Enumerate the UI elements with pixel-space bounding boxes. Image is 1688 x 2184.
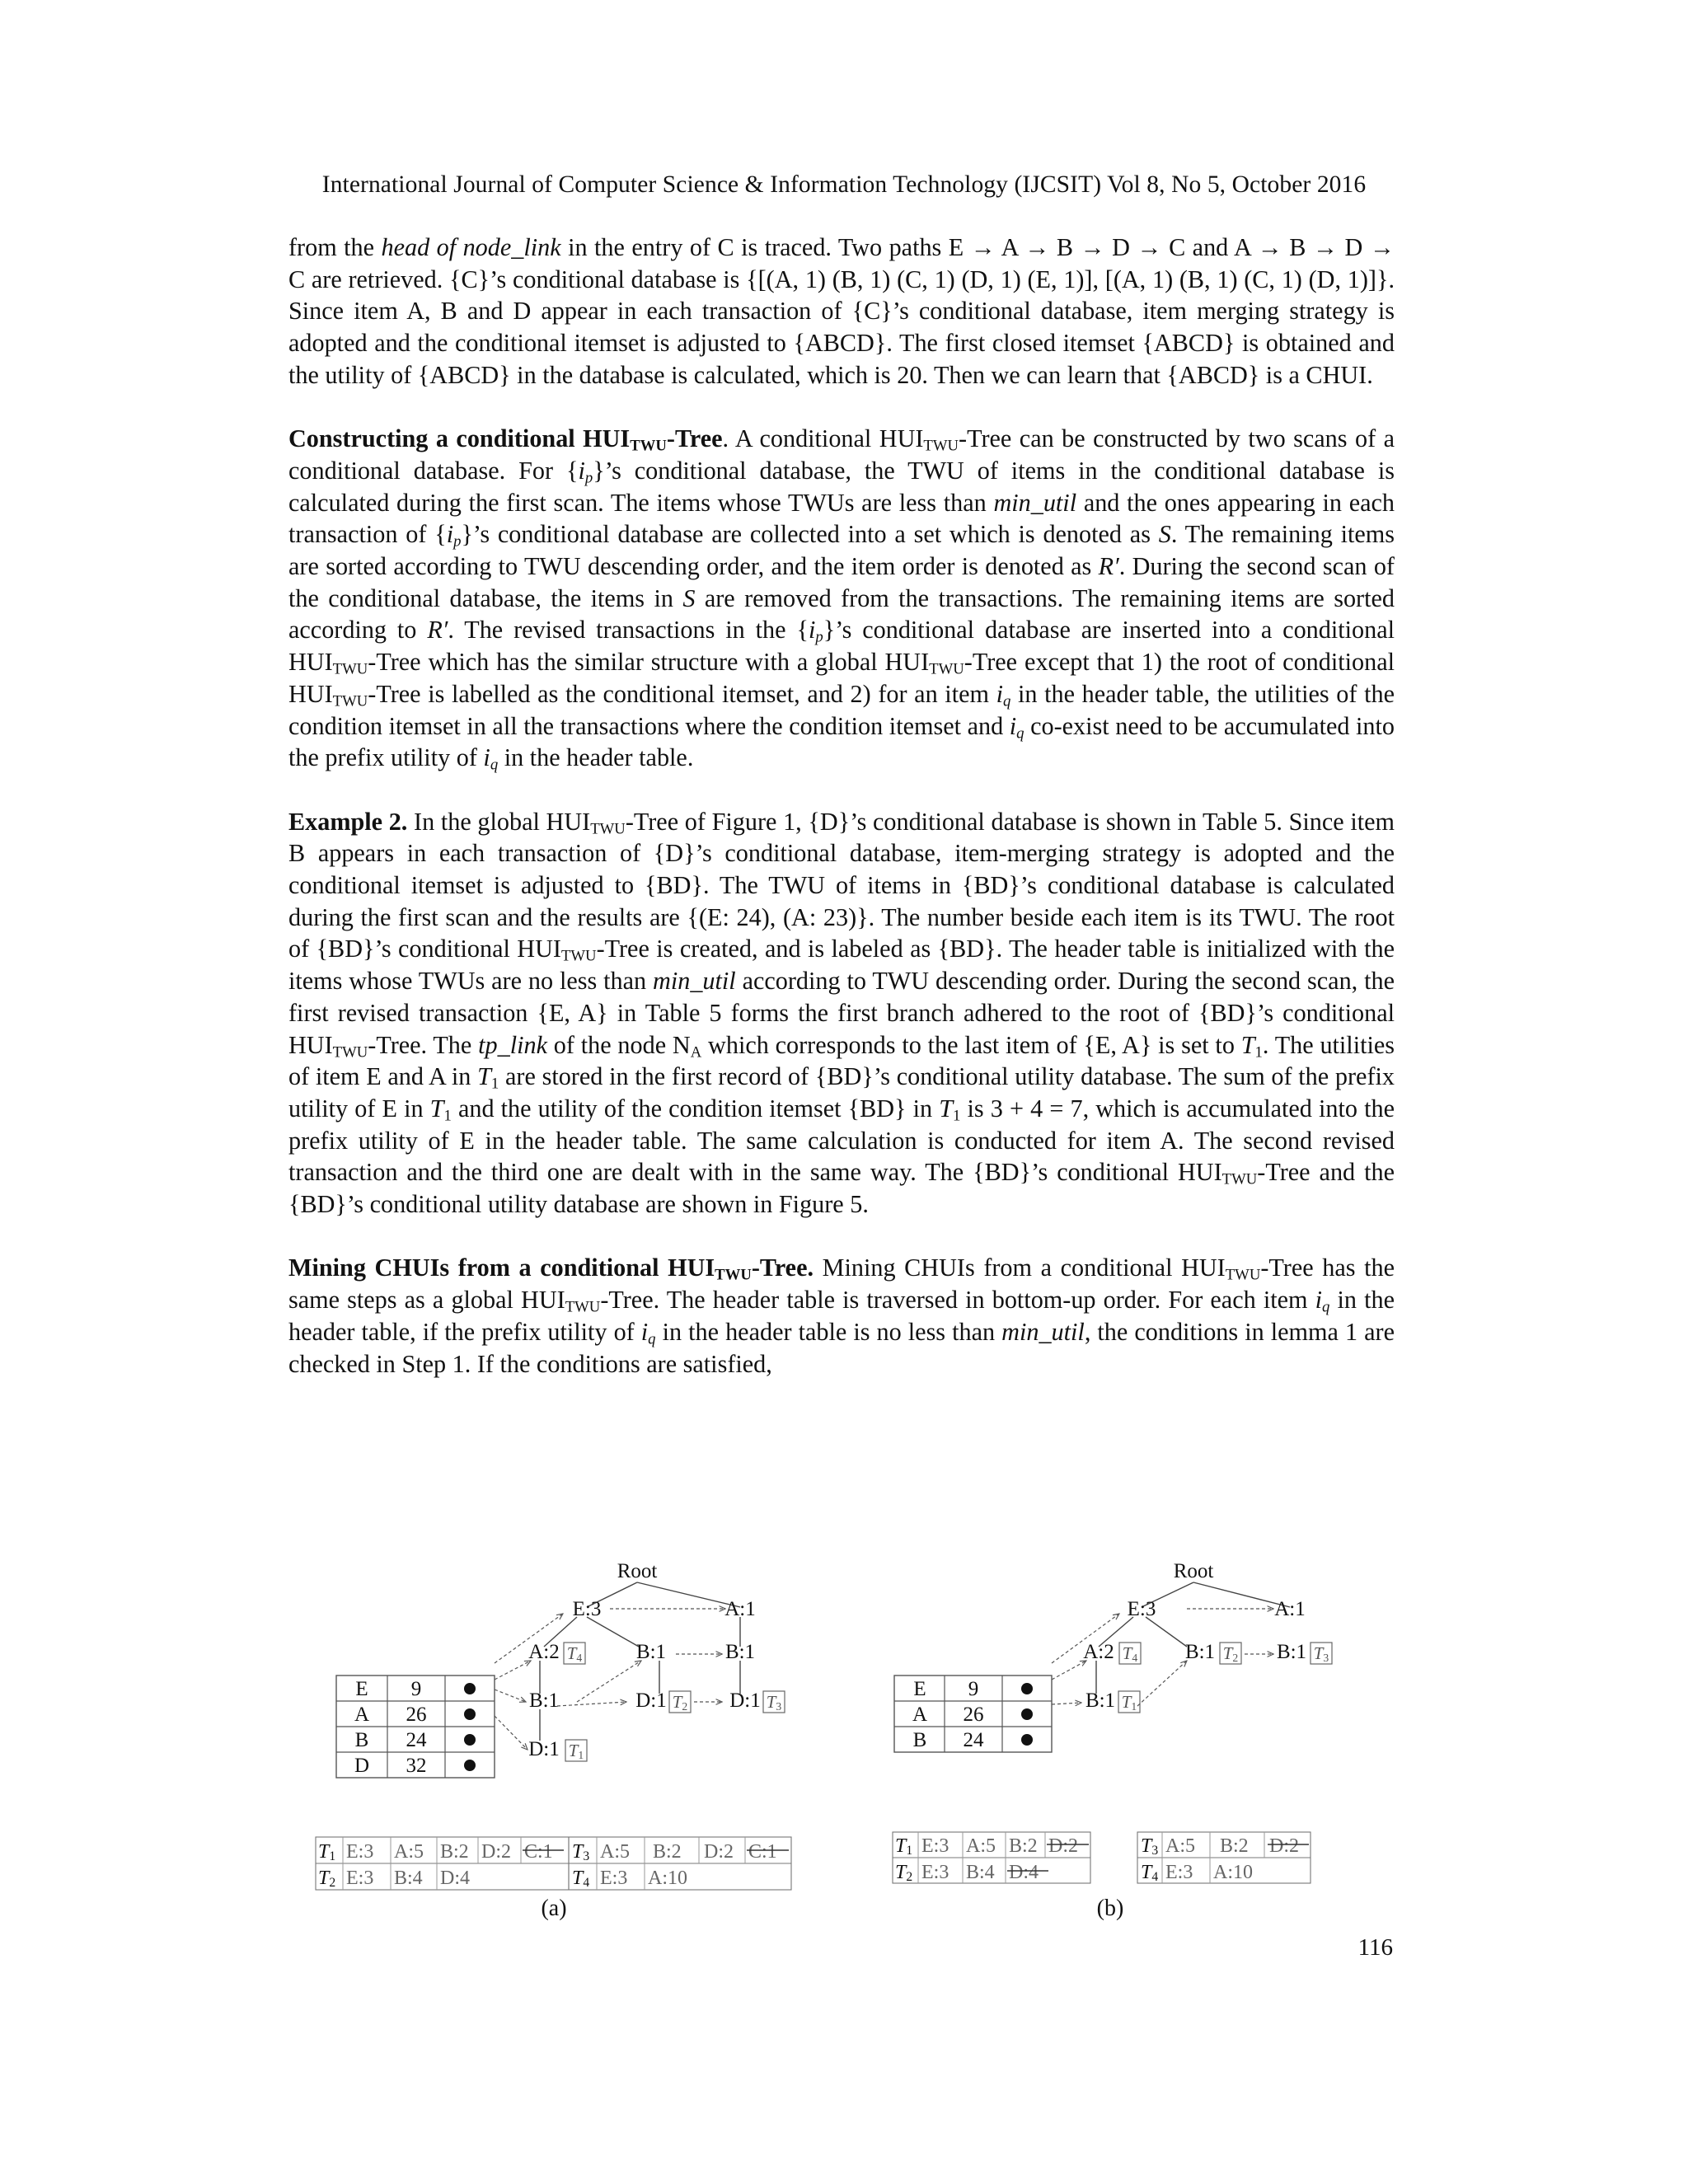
tag-t1-a: T1 [568,1741,584,1761]
paragraph-mining-chuis: Mining CHUIs from a conditional $HUI_{TWU}$-Tree. Mining CHUIs from a conditional $HUI_{TWU}$-Tree has the same steps as a global $HUI_{TWU}$-Tree. The header table is traversed in bottom-up order. For each item $i_q$ in the header table, if the prefix utility of $i_q$ in the header table is no less than min_util, the conditions in lemma 1 are checked in Step 1. If the conditions are satisfied, [288,1254,1395,1378]
rec-b-t2: T2 [895,1862,913,1884]
rec-a-cell-struck: C:1 [748,1841,777,1863]
node-a1-b: A:1 [1274,1598,1306,1620]
panel-a [316,1560,791,1921]
root-label-b: Root [1173,1560,1214,1582]
node-d1-a2: D:1 [729,1690,761,1712]
node-b1-a1: B:1 [635,1641,667,1663]
node-b1-a3: B:1 [528,1690,560,1712]
node-e3-b: E:3 [1127,1598,1156,1620]
rec-b-cell: E:3 [1165,1862,1193,1883]
node-b1-b3: B:1 [1085,1690,1116,1712]
ht-a-item-d: D [354,1755,370,1777]
ht-b-twu-a: 26 [963,1704,984,1726]
rec-b-cell: A:5 [1165,1835,1195,1857]
tag-t3-b: T3 [1313,1643,1329,1664]
node-d1-a1: D:1 [635,1690,667,1712]
rec-a-t4: T4 [572,1868,590,1890]
rec-a-cell: B:2 [653,1841,682,1863]
rec-b-cell-struck: D:4 [1009,1862,1039,1883]
rec-a-cell-struck: C:1 [524,1841,553,1863]
rec-a-cell: E:3 [346,1868,374,1889]
ht-b-item-e: E [913,1678,926,1700]
paragraph-1: from the head of node_link in the entry of C is traced. Two paths E → A → B → D → C and A → B → D → C are retrieved. {C}’s conditional database is {[(A, 1) (B, 1) (C, 1) (D, 1) (E, 1)], [(A, 1) (B, 1) (C, 1) (D, 1)]}. Since item A, B and D appear in each transaction of {C}’s conditional database, item merging strategy is adopted and the conditional itemset is adjusted to {ABCD}. The first closed itemset {ABCD} is obtained and the utility of {ABCD} in the database is calculated, which is 20. Then we can learn that {ABCD} is a CHUI. [288,233,1395,389]
rec-a-cell: D:4 [440,1868,470,1889]
utility-records-a [316,1837,791,1890]
tag-t2-a: T2 [672,1692,688,1713]
tag-t4-b: T4 [1122,1643,1138,1664]
figure-5 [0,1558,1688,1929]
running-header: International Journal of Computer Science & Information Technology (IJCSIT) Vol 8, No 5, October 2016 [321,171,1367,198]
rec-b-cell: E:3 [921,1862,950,1883]
rec-a-cell: B:4 [394,1868,423,1889]
ht-a-twu-a: 26 [406,1704,427,1726]
rec-a-cell: E:3 [346,1841,374,1863]
rec-b-cell: A:5 [966,1835,996,1857]
node-b1-b1: B:1 [1184,1641,1216,1663]
tag-t2-b: T2 [1222,1643,1239,1664]
node-d1-a3: D:1 [528,1738,560,1760]
tag-t1-b: T1 [1121,1692,1137,1713]
rec-a-cell: A:5 [600,1841,630,1863]
paragraph-constructing-tree: Constructing a conditional $HUI_{TWU}$-Tree. A conditional $HUI_{TWU}$-Tree can be constructed by two scans of a conditional database. For $\{i_p\}’s$ conditional database, the TWU of items in the conditional database is calculated during the first scan. The items whose TWUs are less than min_util and the ones appearing in each transaction of $\{i_p\}’s$ conditional database are collected into a set which is denoted as S. The remaining items are sorted according to TWU descending order, and the item order is denoted as R′. During the second scan of the conditional database, the items in S are removed from the transactions. The remaining items are sorted according to R′. The revised transactions in the $\{i_p\}’s$ conditional database are inserted into a conditional $HUI_{TWU}$-Tree which has the similar structure with a global $HUI_{TWU}$-Tree except that 1) the root of conditional $HUI_{TWU}$-Tree is labelled as the conditional itemset, and 2) for an item $i_q$ in the header table, the utilities of the condition itemset in all the transactions where the condition itemset and $i_q$ co-exist need to be accumulated into the prefix utility of $i_q$ in the header table. [288,424,1395,774]
rec-b-cell: E:3 [921,1835,950,1857]
ht-b-item-a: A [912,1704,928,1726]
ht-b-twu-e: 9 [968,1678,979,1700]
panel-b [893,1560,1332,1921]
node-b1-b2: B:1 [1276,1641,1307,1663]
page-number: 116 [1357,1934,1393,1961]
rec-a-cell: B:2 [440,1841,469,1863]
rec-b-t1: T1 [895,1835,913,1858]
rec-a-cell: D:2 [704,1841,734,1863]
ht-b-item-b: B [912,1729,927,1751]
rec-a-cell: D:2 [481,1841,511,1863]
rec-a-cell: A:10 [648,1868,687,1889]
ht-a-item-b: B [354,1729,369,1751]
node-e3-a: E:3 [572,1598,602,1620]
tag-t4-a: T4 [566,1643,583,1664]
rec-b-cell: A:10 [1213,1862,1253,1883]
tree-edges-b [1096,1582,1290,1694]
node-a2-a: A:2 [528,1641,560,1663]
node-a2-b: A:2 [1083,1641,1114,1663]
utility-records-b [893,1832,1311,1884]
rec-b-cell-struck: D:2 [1269,1835,1299,1857]
rec-a-t1: T1 [318,1841,336,1863]
rec-a-t2: T2 [318,1868,336,1890]
rec-b-cell: B:2 [1220,1835,1249,1857]
ht-a-twu-b: 24 [406,1729,427,1751]
ht-b-twu-b: 24 [963,1729,984,1751]
node-a1-a: A:1 [724,1598,756,1620]
figure-5-svg [0,1558,1688,1929]
rec-b-t3: T3 [1141,1835,1159,1858]
ht-a-twu-d: 32 [406,1755,427,1777]
root-label-a: Root [617,1560,658,1582]
rec-b-cell: B:4 [966,1862,995,1883]
rec-b-t4: T4 [1141,1862,1159,1884]
node-b1-a2: B:1 [724,1641,756,1663]
ht-a-item-a: A [354,1704,370,1726]
rec-a-cell: E:3 [600,1868,628,1889]
rec-b-cell: B:2 [1009,1835,1038,1857]
caption-a: (a) [541,1896,567,1921]
rec-a-cell: A:5 [394,1841,424,1863]
header-table-b [894,1675,1052,1752]
rec-a-t3: T3 [572,1841,590,1863]
ht-a-twu-e: 9 [410,1678,422,1700]
ht-a-item-e: E [355,1678,368,1700]
paragraph-example-2: Example 2. In the global $HUI_{TWU}$-Tree of Figure 1, {D}’s conditional database is shown in Table 5. Since item B appears in each transaction of {D}’s conditional database, item-merging strategy is adopted and the conditional itemset is adjusted to {BD}. The TWU of items in {BD}’s conditional database is calculated during the first scan and the results are {(E: 24), (A: 23)}. The number beside each item is its TWU. The root of {BD}’s conditional $HUI_{TWU}$-Tree is created, and is labeled as {BD}. The header table is initialized with the items whose TWUs are no less than min_util according to TWU descending order. During the second scan, the first revised transaction {E, A} in Table 5 forms the first branch adhered to the root of {BD}’s conditional $HUI_{TWU}$-Tree. The tp_link of the node $N_A$ which corresponds to the last item of {E, A} is set to $T_1$. The utilities of item E and A in $T_1$ are stored in the first record of {BD}’s conditional utility database. The sum of the prefix utility of E in $T_1$ and the utility of the condition itemset {BD} in $T_1$ is 3 + 4 = 7, which is accumulated into the prefix utility of E in the header table. The same calculation is conducted for item A. The second revised transaction and the third one are dealt with in the same way. The {BD}’s conditional $HUI_{TWU}$-Tree and the {BD}’s conditional utility database are shown in Figure 5. [288,807,1395,1219]
caption-b: (b) [1096,1896,1124,1921]
tag-t3-a: T3 [766,1692,782,1713]
header-table-a [336,1675,495,1778]
body-text [288,232,1395,1412]
rec-b-cell-struck: D:2 [1048,1835,1078,1857]
